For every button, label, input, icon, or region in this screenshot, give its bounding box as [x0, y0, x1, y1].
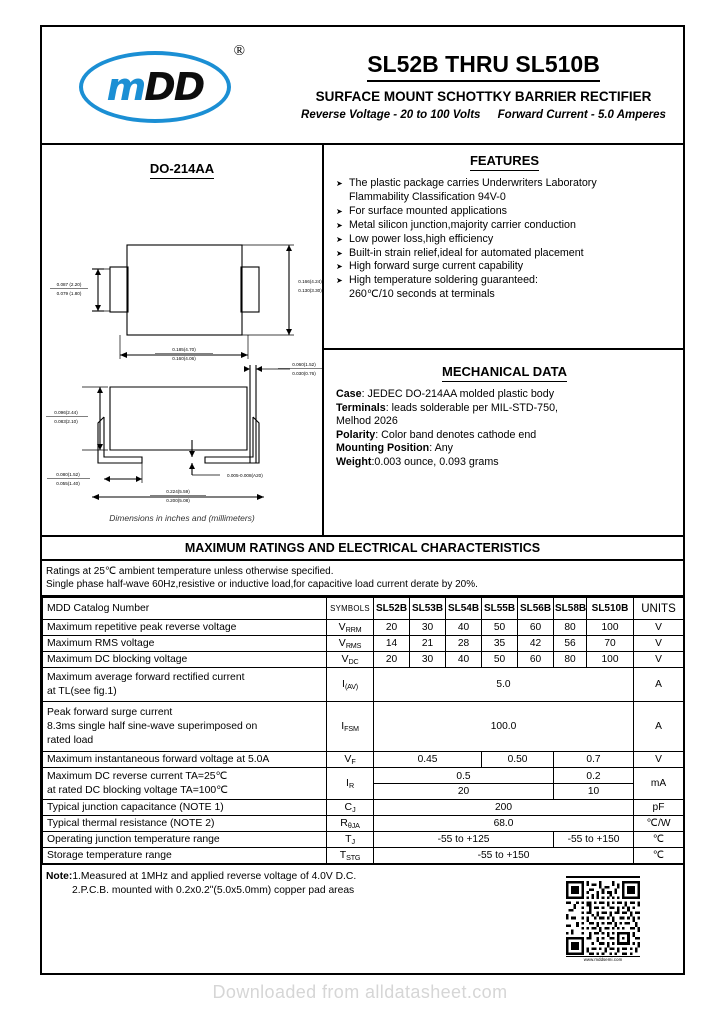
cell-value: 42	[518, 636, 554, 652]
mech-row-terminals: Terminals: leads solderable per MIL-STD-750,	[336, 401, 558, 414]
row-desc: Peak forward surge current 8.3ms single half sine-wave superimposed on rated load	[43, 702, 327, 752]
list-item: ➤ High temperature soldering guaranteed:	[336, 274, 673, 287]
cell-value: 30	[410, 652, 446, 668]
package-drawing-column	[42, 145, 324, 535]
cell-value-group: 0.45	[374, 752, 482, 768]
th-part-5: SL58B	[554, 598, 587, 620]
title-cell	[284, 27, 683, 143]
qr-cell	[523, 865, 683, 973]
mech-row-polarity: Polarity: Color band denotes cathode end	[336, 428, 537, 441]
th-part-2: SL54B	[446, 598, 482, 620]
cell-value-group: -55 to +150	[554, 832, 634, 848]
mech-row-mounting: Mounting Position: Any	[336, 442, 453, 455]
page-title: SL52B THRU SL510B	[367, 51, 600, 82]
logo-letter-m: m	[106, 65, 145, 109]
logo-letters-dd: DD	[144, 65, 204, 109]
row-desc: Maximum DC reverse current TA=25℃ at rated DC blocking voltage TA=100℃	[43, 768, 327, 800]
cell-value: 14	[374, 636, 410, 652]
th-symbols: SYMBOLS	[327, 598, 374, 620]
cell-value: 28	[446, 636, 482, 652]
cell-value: 100	[587, 652, 634, 668]
th-part-0: SL52B	[374, 598, 410, 620]
cell-units: ℃/W	[634, 816, 684, 832]
mech-row-weight: Weight:0.003 ounce, 0.093 grams	[336, 455, 499, 468]
cell-value: 40	[446, 620, 482, 636]
page-header	[42, 27, 683, 145]
cell-split-group: 0.2 10	[554, 768, 634, 800]
mechanical-heading-text: MECHANICAL DATA	[442, 364, 567, 382]
table-row	[43, 832, 684, 848]
spec-reverse-voltage: Reverse Voltage - 20 to 100 Volts	[301, 109, 481, 121]
row-symbol: $I_{(AV)}$	[327, 668, 374, 702]
list-item: ➤ For surface mounted applications	[336, 205, 673, 218]
spec-forward-current: Forward Current - 5.0 Amperes	[497, 109, 666, 121]
cell-value: 60	[518, 652, 554, 668]
dim-side-overall-mm: 0.200(5.08)	[166, 498, 190, 503]
th-units: UNITS	[634, 598, 684, 620]
row-desc: Maximum instantaneous forward voltage at 5.0A	[43, 752, 327, 768]
table-row	[43, 800, 684, 816]
th-part-4: SL56B	[518, 598, 554, 620]
characteristics-table	[42, 597, 684, 864]
cell-value: 30	[410, 620, 446, 636]
list-item: ➤ High forward surge current capability	[336, 260, 673, 273]
th-part-1: SL53B	[410, 598, 446, 620]
dim-side-lead-inch: 0.080(1.52)	[56, 472, 80, 477]
features-heading-text: FEATURES	[470, 153, 539, 171]
dim-side-lead-mm: 0.055(1.40)	[56, 481, 80, 486]
list-item: ➤ Low power loss,high efficiency	[336, 233, 673, 246]
cell-value: 50	[482, 620, 518, 636]
row-desc: Maximum RMS voltage	[43, 636, 327, 652]
ratings-note-line2: Single phase half-wave 60Hz,resistive or inductive load,for capacitive load current derate by 20%.	[46, 579, 478, 590]
notes-cell	[42, 865, 523, 973]
notes-row	[42, 864, 683, 973]
dim-side-thick-mm: 0.030(0.76)	[292, 371, 316, 376]
table-row	[43, 848, 684, 864]
note-line-1: Note:1.Measured at 1MHz and applied reverse voltage of 4.0V D.C.	[46, 871, 357, 882]
registered-trademark-icon: ®	[233, 43, 245, 59]
features-heading	[336, 153, 673, 168]
row-desc: Typical thermal resistance (NOTE 2)	[43, 816, 327, 832]
dim-top-right-inch: 0.166(4.24)	[298, 279, 322, 284]
cell-units: V	[634, 620, 684, 636]
cell-value: 56	[554, 636, 587, 652]
package-title	[42, 161, 322, 176]
cell-value: 21	[410, 636, 446, 652]
logo-cell	[42, 27, 284, 143]
row-desc: Typical junction capacitance (NOTE 1)	[43, 800, 327, 816]
dim-side-height-inch: 0.096(2.44)	[54, 410, 78, 415]
page-subtitle: SURFACE MOUNT SCHOTTKY BARRIER RECTIFIER	[315, 89, 652, 104]
qr-block	[566, 876, 640, 963]
cell-value-merged: 100.0	[374, 702, 634, 752]
table-row	[43, 636, 684, 652]
cell-value-group: -55 to +125	[374, 832, 554, 848]
list-item: ➤ Built-in strain relief,ideal for automated placement	[336, 247, 673, 260]
dim-top-bottom-mm: 0.160(4.06)	[172, 356, 196, 361]
row-symbol: $R_{\theta JA}$	[327, 816, 374, 832]
ratings-title: MAXIMUM RATINGS AND ELECTRICAL CHARACTERISTICS	[42, 537, 683, 561]
cell-value: 80	[554, 652, 587, 668]
dim-top-left-mm: 0.079 (1.80)	[56, 291, 82, 296]
cell-value: 80	[554, 620, 587, 636]
dim-side-foot-thickness: 0.005-0.008(A20)	[227, 473, 263, 478]
features-list	[336, 177, 673, 302]
page-spec-line	[301, 109, 666, 121]
qr-divider	[566, 876, 640, 878]
row-symbol: $V_{RRM}$	[327, 620, 374, 636]
list-item-cont: Flammability Classification 94V-0	[349, 190, 506, 203]
th-part-3: SL55B	[482, 598, 518, 620]
cell-split-group: 0.5 20	[374, 768, 554, 800]
row-symbol: $T_{STG}$	[327, 848, 374, 864]
cell-value-merged: 200	[374, 800, 634, 816]
dimension-note: Dimensions in inches and (millimeters)	[109, 513, 255, 523]
package-title-text: DO-214AA	[150, 161, 214, 179]
row-symbol: $C_J$	[327, 800, 374, 816]
cell-value-merged: 5.0	[374, 668, 634, 702]
dim-side-height-mm: 0.083(2.10)	[54, 419, 78, 424]
row-symbol: $V_{DC}$	[327, 652, 374, 668]
cell-value: 100	[587, 620, 634, 636]
list-item-cont: 260℃/10 seconds at terminals	[349, 288, 495, 301]
middle-band	[42, 145, 683, 537]
ratings-note	[42, 561, 683, 597]
table-row	[43, 620, 684, 636]
row-desc: Storage temperature range	[43, 848, 327, 864]
logo-wordmark	[75, 51, 235, 123]
cell-units: V	[634, 752, 684, 768]
table-header-row	[43, 598, 684, 620]
row-symbol: $I_{FSM}$	[327, 702, 374, 752]
row-symbol: $V_F$	[327, 752, 374, 768]
th-part-6: SL510B	[587, 598, 634, 620]
row-desc: Operating junction temperature range	[43, 832, 327, 848]
qr-caption: www.mddsemi.com	[566, 956, 640, 963]
mechanical-heading	[336, 364, 673, 379]
cell-value: 35	[482, 636, 518, 652]
package-side-view-drawing	[42, 345, 322, 515]
note-line-2: 2.P.C.B. mounted with 0.2x0.2ʺ(5.0x5.0mm) copper pad areas	[72, 885, 355, 896]
table-row	[43, 752, 684, 768]
ratings-note-line1: Ratings at 25℃ ambient temperature unless otherwise specified.	[46, 566, 334, 577]
cell-value-group: 0.7	[554, 752, 634, 768]
cell-units: mA	[634, 768, 684, 800]
row-symbol: $I_R$	[327, 768, 374, 800]
row-symbol: $V_{RMS}$	[327, 636, 374, 652]
datasheet-page	[40, 25, 685, 975]
mechanical-data-box	[324, 350, 683, 535]
cell-value: 60	[518, 620, 554, 636]
row-desc: Maximum repetitive peak reverse voltage	[43, 620, 327, 636]
dim-top-left-inch: 0.087 (2.20)	[56, 282, 82, 287]
dim-top-right-mm: 0.130(3.30)	[298, 288, 322, 293]
cell-value: 40	[446, 652, 482, 668]
cell-value-group: 0.50	[482, 752, 554, 768]
cell-units: ℃	[634, 832, 684, 848]
info-column	[324, 145, 683, 535]
mech-row-case: Case: JEDEC DO-214AA molded plastic body	[336, 388, 555, 400]
cell-units: A	[634, 668, 684, 702]
list-item: ➤ Metal silicon junction,majority carrier conduction	[336, 219, 673, 232]
cell-value: 20	[374, 620, 410, 636]
row-symbol: $T_J$	[327, 832, 374, 848]
cell-value: 20	[374, 652, 410, 668]
table-row	[43, 668, 684, 702]
watermark: Downloaded from alldatasheet.com	[212, 982, 508, 1002]
cell-units: V	[634, 652, 684, 668]
list-item: ➤ The plastic package carries Underwriters Laboratory	[336, 177, 673, 190]
cell-units: ℃	[634, 848, 684, 864]
dim-side-thick-inch: 0.060(1.52)	[292, 362, 316, 367]
cell-units: pF	[634, 800, 684, 816]
th-catalog: MDD Catalog Number	[43, 598, 327, 620]
notes-label: Note:	[46, 871, 73, 882]
cell-value-merged: 68.0	[374, 816, 634, 832]
table-row	[43, 816, 684, 832]
row-desc: Maximum average forward rectified current at TL(see fig.1)	[43, 668, 327, 702]
cell-value-merged: -55 to +150	[374, 848, 634, 864]
cell-value: 70	[587, 636, 634, 652]
table-row	[43, 768, 684, 800]
cell-value: 50	[482, 652, 518, 668]
row-desc: Maximum DC blocking voltage	[43, 652, 327, 668]
qr-code-icon	[566, 881, 640, 955]
table-row	[43, 702, 684, 752]
cell-units: V	[634, 636, 684, 652]
dim-top-bottom-inch: 0.185(4.70)	[172, 347, 196, 352]
table-row	[43, 652, 684, 668]
mech-row-method: Melhod 2026	[336, 415, 398, 428]
mdd-logo	[75, 37, 251, 133]
dim-side-overall-inch: 0.224(5.59)	[166, 489, 190, 494]
cell-units: A	[634, 702, 684, 752]
features-box	[324, 145, 683, 350]
